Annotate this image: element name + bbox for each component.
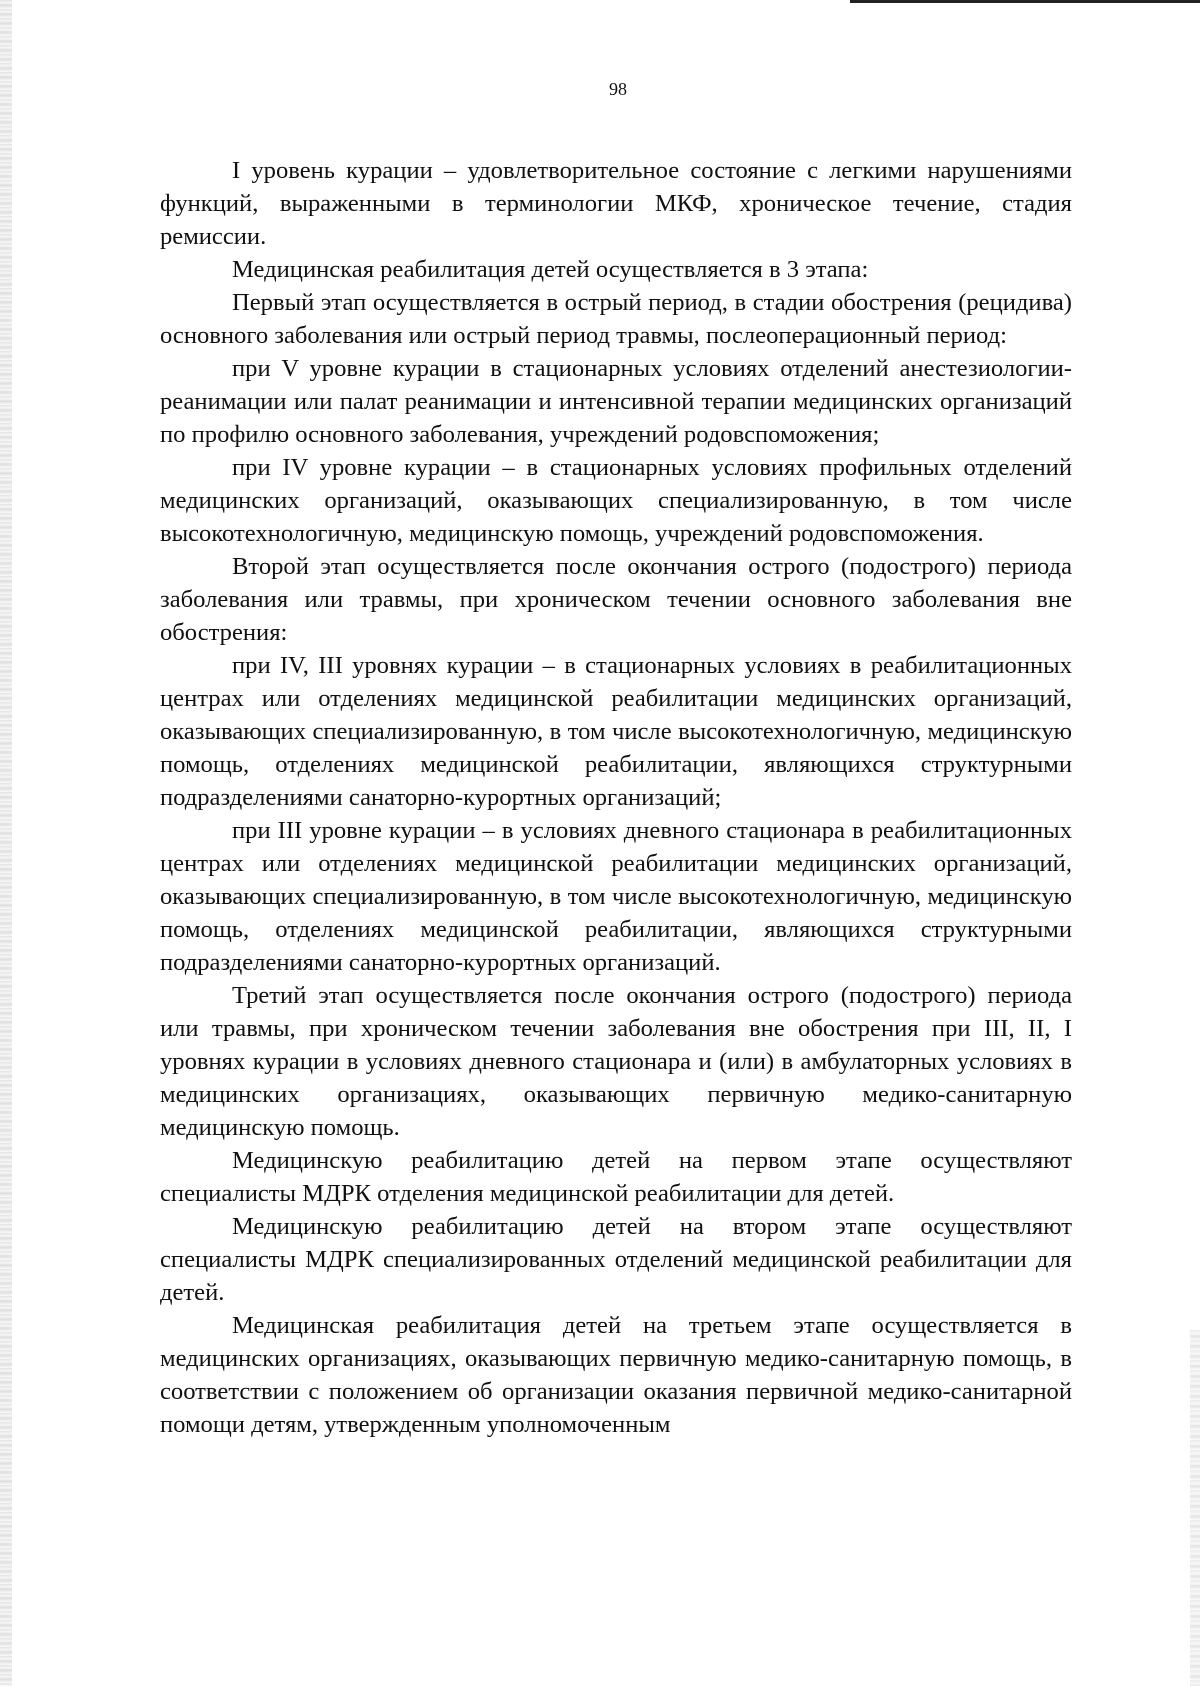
paragraph-third-stage-organizations: Медицинская реабилитация детей на третьем этапе осуществляется в медицинских организациях, оказывающих первичную медико-санитарную помощь, в соответствии с положением об организации оказания первичной медико-санитарной помощи детям, утвержденным уполномоченным (160, 1312, 1072, 1438)
scan-edge-right (1190, 1330, 1200, 1686)
paragraph-second-stage: Второй этап осуществляется после окончания острого (подострого) периода заболевания или травмы, при хроническом течении основного заболевания вне обострения: (160, 553, 1072, 646)
paragraph-second-stage-levels-4-3: при IV, III уровнях курации – в стационарных условиях в реабилитационных центрах или отделениях медицинской реабилитации медицинских организаций, оказывающих специализированную, в том числе высокотехнологичную, медицинскую помощь, отделениях медицинской реабилитации, являющихся структурными подразделениями санаторно-курортных организаций; (160, 652, 1072, 811)
paragraph-first-stage: Первый этап осуществляется в острый период, в стадии обострения (рецидива) основного заболевания или острый период травмы, послеоперационный период: (160, 289, 1072, 349)
paragraph-first-stage-level-4: при IV уровне курации – в стационарных условиях профильных отделений медицинских организаций, оказывающих специализированную, в том числе высокотехнологичную, медицинскую помощь, учреждений родовспоможения. (160, 454, 1072, 547)
page-number: 98 (609, 79, 627, 99)
top-rule (850, 0, 1200, 3)
paragraph-third-stage: Третий этап осуществляется после окончания острого (подострого) периода или травмы, при хроническом течении заболевания вне обострения при III, II, I уровнях курации в условиях дневного стационара и (или) в амбулаторных условиях в медицинских организациях, оказывающих первичную медико-санитарную медицинскую помощь. (160, 982, 1072, 1141)
document-body (160, 154, 1072, 1441)
paragraph-curation-level-1: I уровень курации – удовлетворительное состояние с легкими нарушениями функций, выраженными в терминологии МКФ, хроническое течение, стадия ремиссии. (160, 157, 1072, 250)
paragraph-second-stage-level-3: при III уровне курации – в условиях дневного стационара в реабилитационных центрах или отделениях медицинской реабилитации медицинских организаций, оказывающих специализированную, в том числе высокотехнологичную, медицинскую помощь, отделениях медицинской реабилитации, являющихся структурными подразделениями санаторно-курортных организаций. (160, 817, 1072, 976)
paragraph-first-stage-specialists: Медицинскую реабилитацию детей на первом этапе осуществляют специалисты МДРК отделения медицинской реабилитации для детей. (160, 1147, 1072, 1207)
scan-edge-left (0, 0, 12, 1686)
paragraph-first-stage-level-5: при V уровне курации в стационарных условиях отделений анестезиологии-реанимации или палат реанимации и интенсивной терапии медицинских организаций по профилю основного заболевания, учреждений родовспоможения; (160, 355, 1072, 448)
paragraph-second-stage-specialists: Медицинскую реабилитацию детей на втором этапе осуществляют специалисты МДРК специализированных отделений медицинской реабилитации для детей. (160, 1213, 1072, 1306)
paragraph-stages-intro: Медицинская реабилитация детей осуществляется в 3 этапа: (232, 256, 869, 283)
